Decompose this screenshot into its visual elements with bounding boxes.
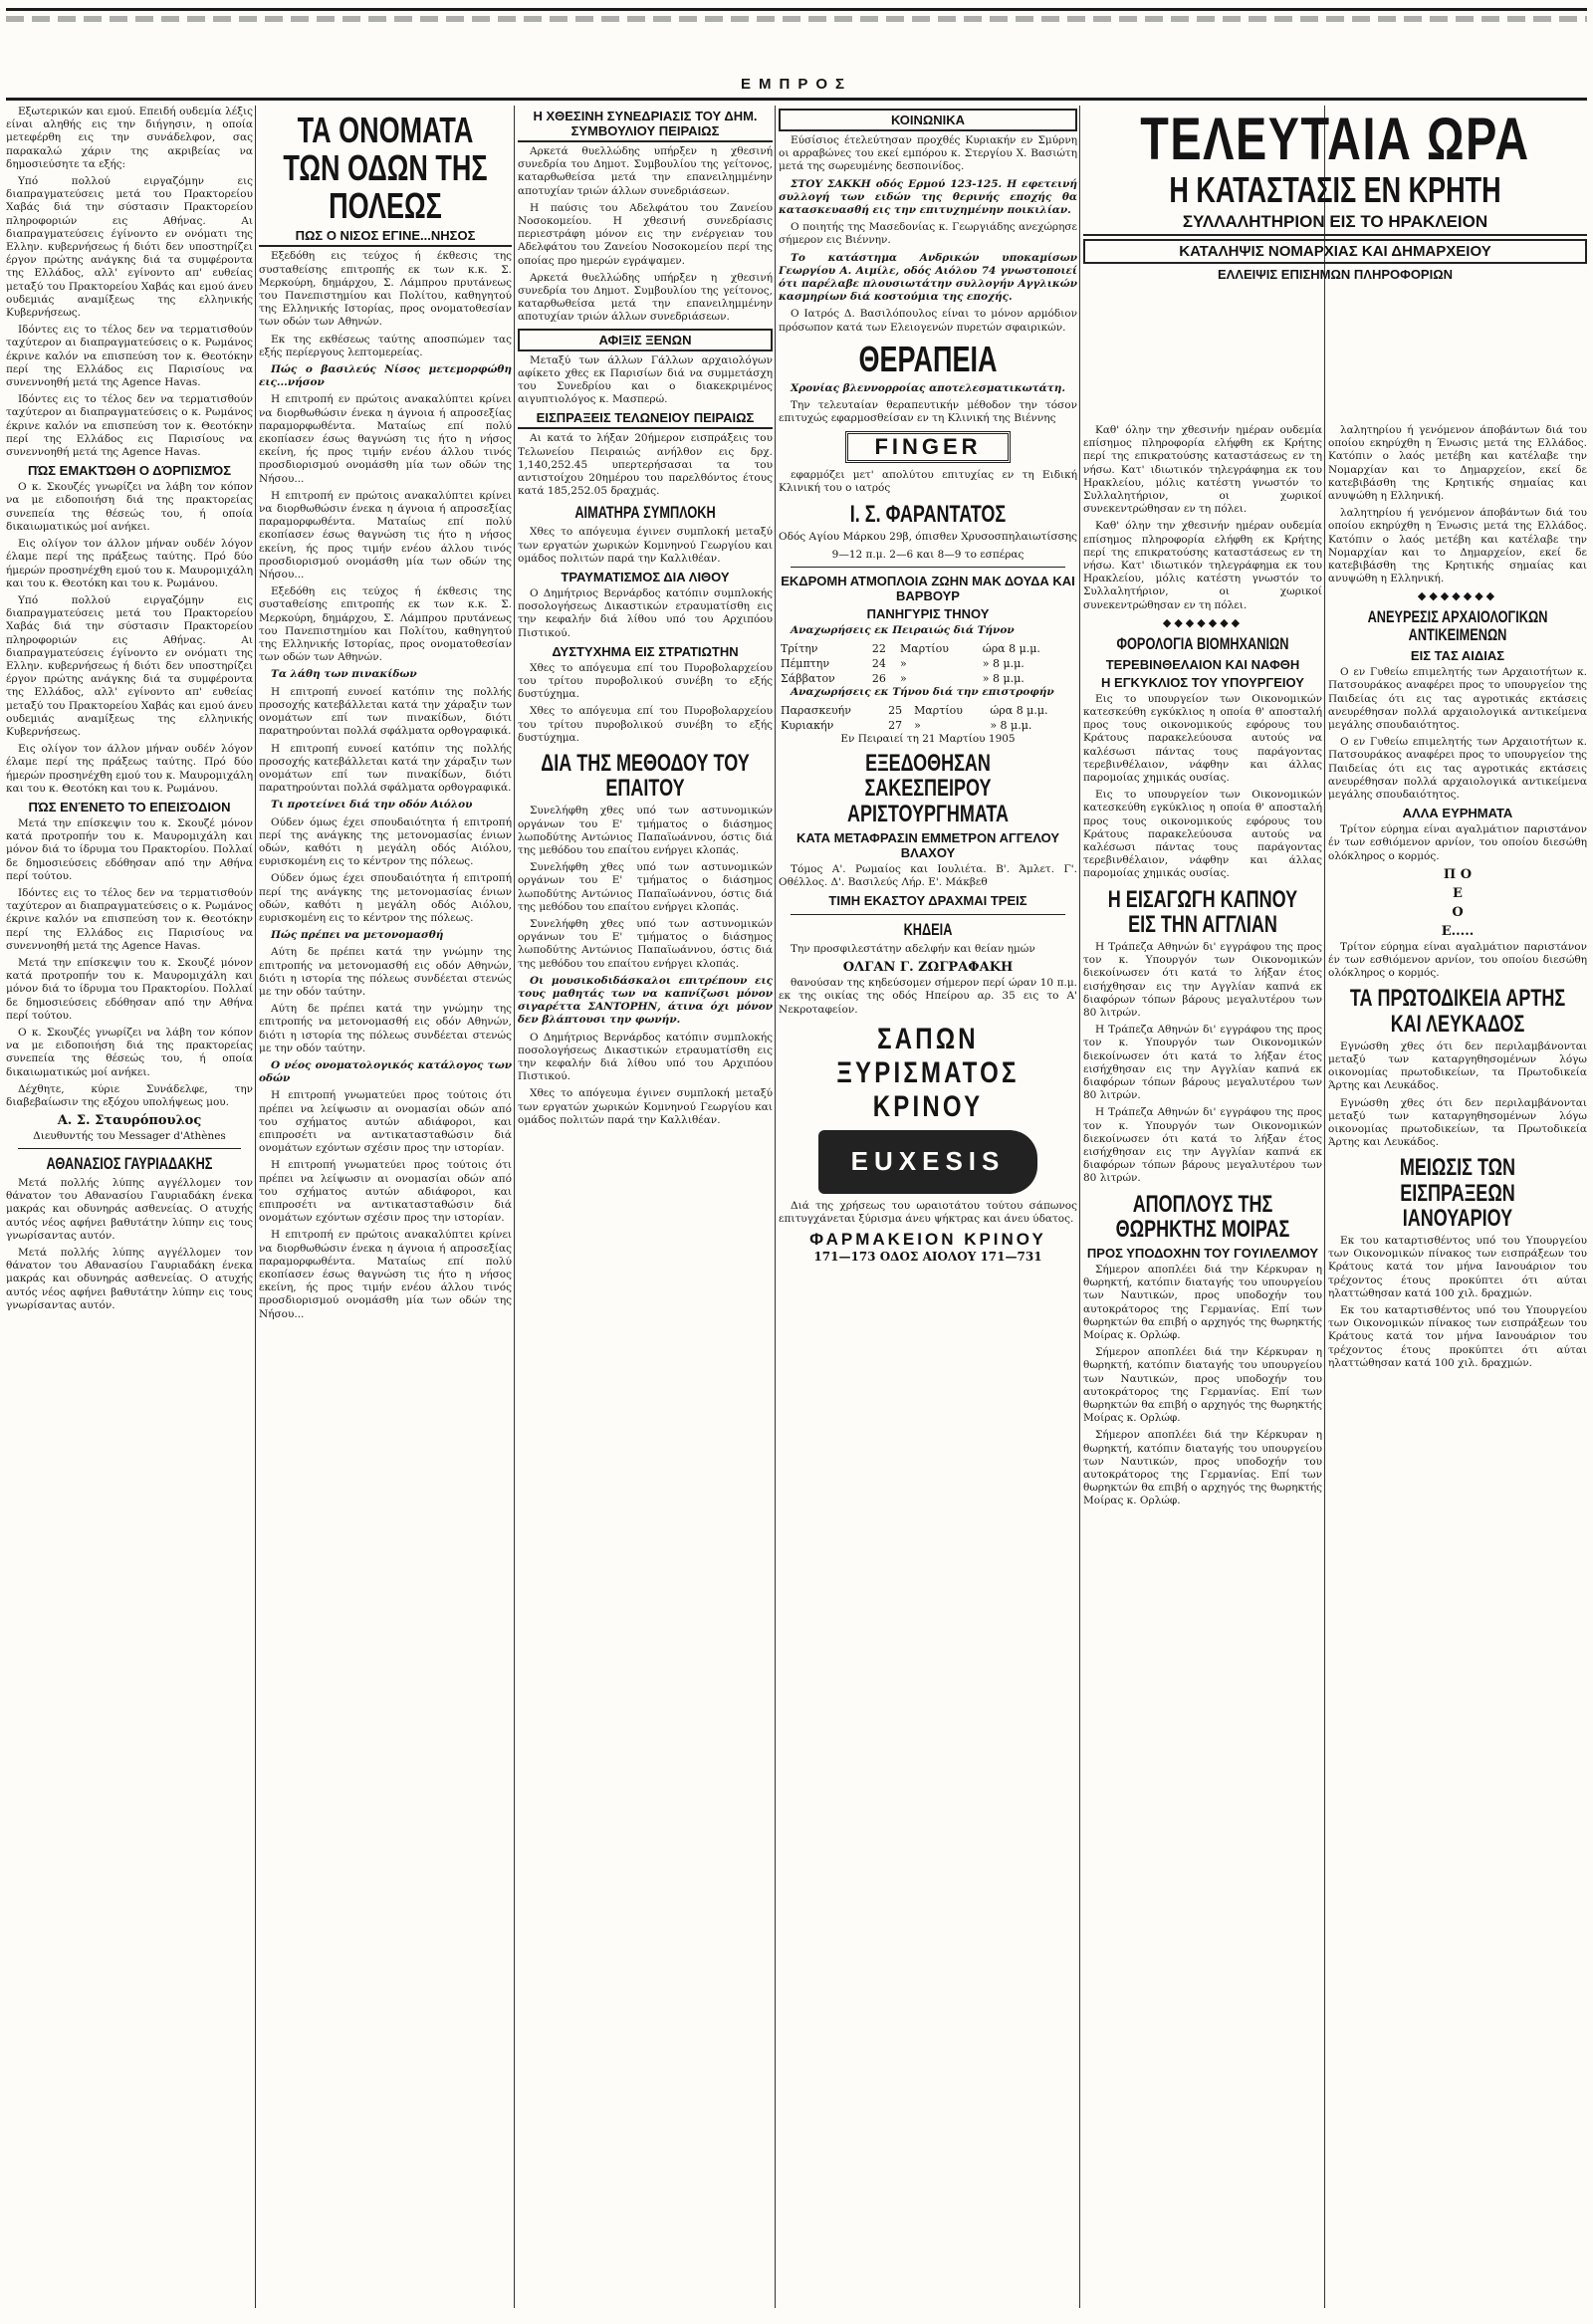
newspaper-page [6,6,1587,2316]
paragraph: Η επιτροπή εν πρώτοις ανακαλύπτει κρίνει να διορθωθώσιν ένεκα η άγνοια ή απροσεξίας παραμορφωθέντα. Ματαίως επί πολύ εκοπίασεν έσως θαγνώση τις ήτο η νήσος εκείνη, ής προς τιμήν ενέου άλλου τινός προσδιορισμού ονομάσθη μία των οδών της Νήσου... [259,1229,512,1320]
banner-headline: Η ΚΑΤΑΣΤΑΣΙΣ ΕΝ ΚΡΗΤΗ [1169,169,1501,210]
paragraph: Καθ' όλην την χθεσινήν ημέραν ουδεμία επίσημος πληροφορία ελήφθη εκ Κρήτης περί της επικρατούσης καταστάσεως εν τη νήσω. Κατ' ιδιωτικόν τηλεγράφημα εκ του Ηρακλείου, μόλις κατέστη γνωστόν το Συλλαλητήριον, οι χωρικοί συνεκεντρώθησαν εν τη πόλει. [1083,520,1322,611]
article-subtitle: ΕΙΣ ΤΑΣ ΑΙΔΙΑΣ [1410,648,1505,664]
sailing-table [779,703,1077,733]
paragraph: Χθες το απόγευμα επί του Πυροβολαρχείου του τρίτου πυροβολικού συνέβη το εξής δυστύχημα. [518,705,773,744]
paragraph: Ο εν Γυθείω επιμελητής των Αρχαιοτήτων κ. Πατσουράκος αναφέρει προς το υπουργείον της Παιδείας ότι εις τας αγροτικάς εκτάσεις ανευρέθησαν πολλά αρχαιολογικά αντικείμενα μεγάλης σπουδαιότητος. [1328,736,1587,801]
masthead-rule-bottom [6,98,1587,101]
banner-sub: ΚΑΤΑΛΗΨΙΣ ΝΟΜΑΡΧΙΑΣ ΚΑΙ ΔΗΜΑΡΧΕΙΟΥ [1083,239,1587,264]
paragraph: Εγνώσθη χθες ότι δεν περιλαμβάνονται μεταξύ των καταργηθησομένων λόγω οικονομίας πρωτοδικείων, τα Πρωτοδικεία Άρτης και Λευκάδος. [1328,1096,1587,1149]
ad-date: Εν Πειραιεί τη 21 Μαρτίου 1905 [840,733,1016,746]
table-row: Παρασκευήν 25 Μαρτίου ώρα 8 μ.μ. [781,704,1048,718]
rule [791,567,1065,568]
paragraph: Μετά την επίσκεψιν του κ. Σκουζέ μόνον κατά προτροπήν του κ. Μαυρομιχάλη και μόνον διά το ίδρυμα του Πρακτορίου. Πολλαί δε δημοσιεύσεις εδόθησαν από την Αθήνα περί τούτου. [6,816,253,882]
masthead-rule-top [6,8,1587,11]
paragraph: Χθες το απόγευμα έγινεν συμπλοκή μεταξύ των εργατών χωρικών Κομνηνού Γεωργίου και ομάδος πολιτών παρά την Καλλιθέαν. [518,526,773,565]
advertisement: Οι μουσικοδιδάσκαλοι επιτρέπουν εις τους μαθητάς των να καπνίζωσι μόνον σιγαρέττα ΣΑΝΤΟΡΗΝ, άτινα όχι μόνον δεν βλάπτουσι την φωνήν. [518,974,773,1027]
signature-title: Διευθυντής του Messager d'Athènes [33,1130,226,1143]
ad-title: ΕΚΔΡΟΜΗ ΑΤΜΟΠΛΟΙΑ ΖΩΗΝ ΜΑΚ ΔΟΥΔΑ ΚΑΙ ΒΑΡΒΟΥΡ [781,573,1075,603]
paragraph: Η επιτροπή ευνοεί κατόπιν της πολλής προσοχής κατεβάλλεται κατά την χάραξιν των ονομάτων επί των πινακίδων, διότι παρατηρούνται πολλά σφάλματα ορθογραφικά. [259,742,512,795]
paragraph: Ο ποιητής της Μασεδονίας κ. Γεωργιάδης ανεχώρησε σήμερον εις Βιέννην. [779,221,1077,247]
paragraph: Ούδεν όμως έχει σπουδαιότητα ή επιτροπή περί της ανάγκης της μετονομασίας ένιων οδών, καθότι η μεγάλη οδός Αιόλου, ευρισκομένη εις το κέντρον της πόλεως. [259,872,512,924]
subheading: Πώς πρέπει να μετονομασθή [271,929,444,942]
doctor-address: Οδός Αγίου Μάρκου 29β, όπισθεν Χρυσοσπηλαιωτίσσης [779,530,1077,543]
subheading: Τι προτείνει διά την οδόν Αιόλου [271,799,473,812]
subheading: Ο νέος ονοματολογικός κατάλογος των οδών [259,1058,512,1085]
funeral-title: ΚΗΔΕΙΑ [903,920,953,940]
paragraph: Εις ολίγον τον άλλον μήναν ουδέν λόγον έλαμε περί της πράξεως ταύτης. Πρό δύο ήμερών προσηνέχθη εμού του κ. Μαυρομιχάλη και του κ. Θεοτόκη και του κ. Ρωμάνου. [6,538,253,589]
ad-text: εφαρμόζει μετ' απολύτου επιτυχίας εν τη Ειδική Κλινική του ο ιατρός [779,469,1077,495]
paragraph: Υπό πολλού ειργαζόμην εις διαπραγματεύσεις μετά του Πρακτορείου Χαβάς διά την σύστασιν Πρακτορείου πληροφοριών εις Αθήνας. Αι διαπραγματεύσεις έγίνοντο εν ονόματι της Ελλην. κυβερνήσεως ή διότι δεν υποστηρίζει έργον πρώτης ανάγκης διά τα συμφέροντα της Ελλάδος, αλλ' εγίνοντο απ' ευθείας μεταξύ του Πρακτορείου Χαβάς και εμού άνευ ουδεμιάς αναμίξεως της ελληνικής Κυβερνήσεως. [6,593,253,738]
article-title: ΑΝΕΥΡΕΣΙΣ ΑΡΧΑΙΟΛΟΓΙΚΩΝ ΑΝΤΙΚΕΙΜΕΝΩΝ [1367,607,1548,645]
paragraph: Η επιτροπή εν πρώτοις ανακαλύπτει κρίνει να διορθωθώσιν ένεκα η άγνοια ή απροσεξίας παραμορφωθέντα. Ματαίως επί πολύ εκοπίασεν έσως θαγνώση τις ήτο η νήσος εκείνη, ής προς τιμήν ενέου άλλου τινός προσδιορισμού ονομάσθη μία των οδών της Νήσου... [259,393,512,485]
soap-tube-icon [818,1130,1037,1194]
ad-subtitle: ΠΑΝΗΓΥΡΙΣ ΤΗΝΟΥ [866,605,990,621]
column-divider [514,106,515,2308]
paragraph: Δέχθητε, κύριε Συνάδελφε, την διαβεβαίωσιν της εξόχου υπολήψεως μου. [6,1082,253,1109]
paragraph: Το κατάστημα Ανδρικών υποκαμίσων Γεωργίου Α. Αιμίλε, οδός Αιόλου 74 γνωστοποιεί ότι παρέλαβε πλουσιωτάτην συλλογήν Αγγλικών κασμηρίων διά κοστούμια της εποχής. [779,251,1077,304]
subheading: Τα λάθη των πινακίδων [271,668,417,681]
sailing-table [779,641,1077,686]
article-subtitle: Η ΕΓΚΥΚΛΙΟΣ ΤΟΥ ΥΠΟΥΡΓΕΙΟΥ [1101,674,1304,690]
ad-title: ΕΞΕΔΟΘΗΣΑΝ ΣΑΚΕΣΠΕΙΡΟΥ ΑΡΙΣΤΟΥΡΓΗΜΑΤΑ [847,750,1009,827]
section-heading: ΠΏΣ ΕΝΈΝΕΤΟ ΤΟ ΕΠΕΙΣΌΔΙΟΝ [28,799,231,814]
paragraph: Χθες το απόγευμα επί του Πυροβολαρχείου του τρίτου πυροβολικού συνέβη το εξής δυστύχημα. [518,661,773,701]
paragraph: Ο κ. Σκουζές γνωρίζει να λάβη τον κόπον να με ειδοποιήση διά της πρακτορείας συνεπεία της θέσεώς του, ή οποία δικαιωματικώς μοί ανήκει. [6,1027,253,1078]
soap-advertisement [779,1023,1077,1264]
paragraph: λαλητηρίου ή γενόμενον άποβάντων διά του οποίου εκηρύχθη η Ένωσις μετά της Ελλάδος. Κατόπιν ο λαός μετέβη και κατέλαβε την Νομαρχίαν και το Δημαρχείον, εκεί δε κατεβιβάσθη της Κρητικής σημαίας και ανυψώθη η Ελληνική. [1328,424,1587,503]
paragraph: Εις ολίγον τον άλλον μήναν ουδέν λόγον έλαμε περί της πράξεως ταύτης. Πρό δύο ήμερών προσηνέχθη εμού του κ. Μαυρομιχάλη και του κ. Θεοτόκη και του κ. Ρωμάνου. [6,743,253,795]
ornament-divider: ◆◆◆◆◆◆◆ [1417,589,1498,603]
page-fold [6,16,1587,22]
paragraph: Υπό πολλού ειργαζόμην εις διαπραγματεύσεις μετά του Πρακτορείου Χαβάς διά την σύστασιν Πρακτορείου πληροφοριών εις Αθήνας. Αι διαπραγματεύσεις έγίνοντο εν ονόματι της Ελλην. κυβερνήσεως ή διότι δεν υποστηρίζει έργον πρώτης ανάγκης διά τα συμφέροντα της Ελλάδος, αλλ' εγίνοντο απ' ευθείας μεταξύ του Πρακτορείου Χαβάς και εμού άνευ ουδεμιάς αναμίξεως της ελληνικής Κυβερνήσεως. [6,175,253,320]
paragraph: Ιδόντες εις το τέλος δεν να τερματισθούν ταχύτερον αι διαπραγματεύσεις ο κ. Ρωμάνος έκρινε καλόν να επισπεύση τον κ. Θεοτόκην περί της Ελλάδος εις Παρισίους να συνεννοηθή μετά της Agence Havas. [6,886,253,952]
ad-text: Τόμος Α'. Ρωμαίος και Ιουλιέτα. Β'. Άμλετ. Γ'. Οθέλλος. Δ'. Βασιλεύς Λήρ. Ε'. Μάκβεθ [779,862,1077,889]
ad-title: ΘΕΡΑΠΕΙΑ [858,338,998,379]
column-divider [255,106,256,2308]
paragraph: Ιδόντες εις το τέλος δεν να τερματισθούν ταχύτερον αι διαπραγματεύσεις ο κ. Ρωμάνος έκρινε καλόν να επισπεύση τον κ. Θεοτόκην περί της Ελλάδος εις Παρισίους να συνεννοηθή μετά της Agence Havas. [6,393,253,459]
paragraph: Η Τράπεζα Αθηνών δι' εγγράφου της προς τον κ. Υπουργόν των Οικονομικών διεκοίνωσεν ότι κατά το λήξαν έτος εισήχθησαν εις την Αγγλίαν καπνά εκ διαφόρων τόπων βάρους μεγαλυτέρου των 80 λιτρών. [1083,1024,1322,1102]
rule [791,914,1065,915]
ornament-divider: ◆◆◆◆◆◆◆ [1162,615,1244,629]
paragraph: Σήμερον αποπλέει διά την Κέρκυραν η θωρηκτή, κατόπιν διαταγής του υπουργείου των Ναυτικών, προς υποδοχήν του αυτοκράτορος της Γερμανίας. Επί των θωρηκτών θα επιβή ο αρχηγός της θωρηκτής Μοίρας κ. Ορλώφ. [1083,1346,1322,1425]
paragraph: Χθες το απόγευμα έγινεν συμπλοκή μεταξύ των εργατών χωρικών Κομνηνού Γεωργίου και ομάδος πολιτών παρά την Καλλιθέαν. [518,1087,773,1126]
article-subtitle: ΠΡΟΣ ΥΠΟΔΟΧΗΝ ΤΟΥ ΓΟΥΙΛΕΛΜΟΥ [1086,1245,1319,1261]
ad-text: Χρονίας βλεννορροίας αποτελεσματικωτάτη. [791,381,1066,394]
paragraph: Μετά πολλής λύπης αγγέλλομεν τον θάνατον του Αθανασίου Γαυριαδάκη ένεκα μακράς και οδυνηράς ασθενείας. Ο ατυχής αυτός νέος αφήνει βαθυτάτην λύπην εις τους γνωρίσαντας αυτόν. [6,1247,253,1311]
pharmacy-address: 171—173 ΟΔΟΣ ΑΙΟΛΟΥ 171—731 [813,1250,1042,1265]
table-row: Κυριακήν 27 » » 8 μ.μ. [781,719,1032,733]
paragraph: Εις το υπουργείον των Οικονομικών κατεσκεύθη εγκύκλιος η οποία θ' αποσταλή προς τους οικονομικούς εφόρους του Κράτους παρακελεύουσα αυτούς να καλέσωσι πάντας τους παράγοντας τερεβινθέλαιον, νάφθην και άλλας παρομοίας χημικάς ουσίας. [1083,789,1322,880]
paragraph: Αύτη δε πρέπει κατά την γνώμην της επιτροπής να μετονομασθή εις οδόν Αθηνών, διότι η ιστορία της πόλεως συνδέεται στενώς με την οδόν ταύτην. [259,946,512,998]
paragraph: Μετά πολλής λύπης αγγέλλομεν τον θάνατον του Αθανασίου Γαυριαδάκη ένεκα μακράς και οδυνηράς ασθενείας. Ο ατυχής αυτός νέος αφήνει βαθυτάτην λύπην εις τους γνωρίσαντας αυτόν. [6,1177,253,1242]
paragraph: Εύσίσιος έτελεύτησαν προχθές Κυριακήν εν Σμύρνη οι αρραβώνες του εκεί εμπόρου κ. Στεργίου Χ. Βασιώτη μετά της σωρευμένης δεσποινίδος. [779,134,1077,173]
paragraph: Σήμερον αποπλέει διά την Κέρκυραν η θωρηκτή, κατόπιν διαταγής του υπουργείου των Ναυτικών, προς υποδοχήν του αυτοκράτορος της Γερμανίας. Επί των θωρηκτών θα επιβή ο αρχηγός της θωρηκτής Μοίρας κ. Ορλώφ. [1083,1429,1322,1508]
banner-title: ΤΕΛΕΥΤΑΙΑ ΩΡΑ [1140,106,1530,172]
column-3 [518,106,773,2308]
article-title: ΤΑ ΠΡΩΤΟΔΙΚΕΙΑ ΑΡΤΗΣ ΚΑΙ ΛΕΥΚΑΔΟΣ [1349,985,1566,1038]
ad-subtitle: ΚΑΤΑ ΜΕΤΑΦΡΑΣΙΝ ΕΜΜΕΤΡΟΝ ΑΓΓΕΛΟΥ ΒΛΑΧΟΥ [796,829,1060,860]
paragraph: Εγνώσθη χθες ότι δεν περιλαμβάνονται μεταξύ των καταργηθησομένων λόγω οικονομίας πρωτοδικείων, τα Πρωτοδικεία Άρτης και Λευκάδος. [1328,1040,1587,1092]
paragraph: ΣΤΟΥ ΣΑΚΚΗ οδός Ερμού 123-125. Η εφετεινή συλλογή των ειδών της θερινής εποχής θα κατασκευασθή εις την επιτυχημένην ποικιλίαν. [779,177,1077,217]
paragraph: Εκ της εκθέσεως ταύτης αποσπώμεν τας εξής περίεργους λεπτομερείας. [259,333,512,358]
ad-title: ΣΑΠΩΝ ΞΥΡΙΣΜΑΤΟΣ ΚΡΙΝΟΥ [836,1022,1020,1123]
paragraph: Αύτη δε πρέπει κατά την γνώμην της επιτροπής να μετονομασθή εις οδόν Αθηνών, διότι η ιστορία της πόλεως συνδέεται στενώς με την οδόν ταύτην. [259,1003,512,1054]
paragraph: Εκ του καταρτισθέντος υπό του Υπουργείου των Οικονομικών πίνακος των εισπράξεων του Κράτους κατά τον μήνα Ιανουάριον του τρέχοντος έτους προκύπτει ότι αύται ηλαττώθησαν κατά 100 χιλ. δραχμών. [1328,1303,1587,1369]
column-6 [1328,424,1587,2308]
funeral-name: ΟΛΓΑΝ Γ. ΖΩΓΡΑΦΑΚΗ [842,960,1014,976]
inscription-line: Π Ο [1443,866,1473,882]
funeral-text: θανούσαν της κηδεύσομεν σήμερον περί ώραν 10 π.μ. εκ της οικίας της οδός Ηπείρου αρ. 35 εις το Α' Νεκροταφείον. [779,977,1077,1016]
paragraph: Συνελήφθη χθες υπό των αστυνομικών οργάνων του Ε' τμήματος ο διάσημος λωποδύτης Αντώνιος Παπαϊωάννου, όστις διά της μεθόδου του επαίτου ενήργει κλοπάς. [518,805,773,856]
paragraph: Ο κ. Σκουζές γνωρίζει να λάβη τον κόπον να με ειδοποιήση διά της πρακτορείας συνεπεία της θέσεώς του, ή οποία δικαιωματικώς μοί ανήκει. [6,481,253,533]
funeral-text: Την προσφιλεστάτην αδελφήν και θείαν ημών [791,943,1035,956]
ad-finger: FINGER [845,431,1011,463]
paragraph: Η Τράπεζα Αθηνών δι' εγγράφου της προς τον κ. Υπουργόν των Οικονομικών διεκοίνωσεν ότι κατά το λήξαν έτος εισήχθησαν εις την Αγγλίαν καπνά εκ διαφόρων τόπων βάρους μεγαλυτέρου των 80 λιτρών. [1083,940,1322,1019]
paragraph: Ο Ιατρός Δ. Βασιλόπουλος είναι το μόνον αρμόδιον πρόσωπον κατά των Ελειογενών πυρετών σφαιρικών. [779,308,1077,334]
paragraph: Εκ του καταρτισθέντος υπό του Υπουργείου των Οικονομικών πίνακος των εισπράξεων του Κράτους κατά τον μήνα Ιανουάριον του τρέχοντος έτους προκύπτει ότι αύται ηλαττώθησαν κατά 100 χιλ. δραχμών. [1328,1234,1587,1299]
article-subtitle: ΠΩΣ Ο ΝΙΣΟΣ ΕΓΙΝΕ...ΝΗΣΟΣ [259,228,512,247]
paragraph: Η επιτροπή ευνοεί κατόπιν της πολλής προσοχής κατεβάλλεται κατά την χάραξιν των ονομάτων επί των πινακίδων, διότι παρατηρούνται πολλά σφάλματα ορθογραφικά. [259,685,512,738]
soap-brand: EUXESIS [850,1146,1006,1177]
article-title: ΔΥΣΤΥΧΗΜΑ ΕΙΣ ΣΤΡΑΤΙΩΤΗΝ [552,643,739,659]
doctor-hours: 9—12 π.μ. 2—6 και 8—9 το εσπέρας [831,548,1024,561]
last-hour-banner [1083,106,1587,285]
paragraph: Η επιτροπή γνωματεύει προς τούτοις ότι πρέπει να λείψωσιν αι ονομασίαι οδών από του σχήματος αυτών αδιάφοροι, και επιπροσέτι να αντικατασταθώσιν διά ονομάτων εχόντων σχέσιν προς την ιστορίαν. [259,1159,512,1225]
paragraph: Συνελήφθη χθες υπό των αστυνομικών οργάνων του Ε' τμήματος ο διάσημος λωποδύτης Αντώνιος Παπαϊωάννου, όστις διά της μεθόδου του επαίτου ενήργει κλοπάς. [518,861,773,913]
inscription-line: Ε [1453,885,1463,901]
column-divider [1324,106,1325,2308]
masthead [6,6,1587,104]
paragraph: Μεταξύ των άλλων Γάλλων αρχαιολόγων αφίκετο χθες εκ Παρισίων διά να συμμετάσχη του Συνεδρίου και ο διακεκριμένος αιγυπτιολόγος κ. Μασπερώ. [518,353,773,406]
column-1 [6,106,253,2308]
paragraph: Σήμερον αποπλέει διά την Κέρκυραν η θωρηκτή, κατόπιν διαταγής του υπουργείου των Ναυτικών, προς υποδοχήν του αυτοκράτορος της Γερμανίας. Επί των θωρηκτών θα επιβή ο αρχηγός της θωρηκτής Μοίρας κ. Ορλώφ. [1083,1263,1322,1341]
paragraph: Καθ' όλην την χθεσινήν ημέραν ουδεμία επίσημος πληροφορία ελήφθη εκ Κρήτης περί της επικρατούσης καταστάσεως εν τη νήσω. Κατ' ιδιωτικόν τηλεγράφημα εκ του Ηρακλείου, μόλις κατέστη γνωστόν το Συλλαλητήριον, οι χωρικοί συνεκεντρώθησαν εν τη πόλει. [1083,424,1322,516]
column-4 [779,106,1077,2308]
newspaper-title: ΕΜΠΡΟΣ [740,76,852,93]
subheading: ΑΛΛΑ ΕΥΡΗΜΑΤΑ [1402,806,1513,821]
paragraph: Συνελήφθη χθες υπό των αστυνομικών οργάνων του Ε' τμήματος ο διάσημος λωποδύτης Αντώνιος Παπαϊωάννου, όστις διά της μεθόδου του επαίτου ενήργει κλοπάς. [518,917,773,970]
article-title: ΦΟΡΟΛΟΓΙΑ ΒΙΟΜΗΧΑΝΙΩΝ [1116,633,1289,653]
section-heading: ΠΏΣ ΕΜΑΚΤΏΘΗ Ο ΔΌΡΠΙΣΜΌΣ [27,463,232,479]
paragraph: Αρκετά θυελλώδης υπήρξεν η χθεσινή συνεδρία του Δημοτ. Συμβουλίου της γείτονος, καταρθωθείσα μετά την επανειλημμένην αποτυχίαν τριών άλλων συνεδριάσεων. [518,145,773,197]
ad-text: Αναχωρήσεις εκ Πειραιώς διά Τήνον [791,623,1015,636]
column-divider [775,106,776,2308]
pharmacy-name: ΦΑΡΜΑΚΕΙΟΝ ΚΡΙΝΟΥ [809,1230,1046,1250]
paragraph: Ο Δημήτριος Βερνάρδος κατόπιν συμπλοκής ποσολογήσεως Δικαστικών ετραυματίσθη εις την κεφαλήν διά λίθου υπό του Αρχιπόου Πιστικού. [518,586,773,639]
article-title: ΑΠΟΠΛΟΥΣ ΤΗΣ ΘΩΡΗΚΤΗΣ ΜΟΙΡΑΣ [1115,1190,1290,1243]
column-divider [1079,106,1080,2308]
ad-text: Αναχωρήσεις εκ Τήνου διά την επιστροφήν [791,686,1054,699]
rule [18,1148,241,1149]
paragraph: Ούδεν όμως έχει σπουδαιότητα ή επιτροπή περί της ανάγκης της μετονομασίας ένιων οδών, καθότι η μεγάλη οδός Αιόλου, ευρισκομένη εις το κέντρον της πόλεως. [259,815,512,868]
article-subtitle: ΤΕΡΕΒΙΝΘΕΛΑΙΟΝ ΚΑΙ ΝΑΦΘΗ [1105,656,1300,672]
obituary-title: ΑΘΑΝΑΣΙΟΣ ΓΑΥΡΙΑΔΑΚΗΣ [46,1154,213,1174]
paragraph: Η επιτροπή γνωματεύει προς τούτοις ότι πρέπει να λείψωσιν αι ονομασίαι οδών από του σχήματος αυτών αδιάφοροι, και επιπροσέτι να αντικατασταθώσιν διά ονομάτων εχόντων σχέσιν προς την ιστορίαν. [259,1089,512,1155]
article-title: ΕΙΣΠΡΑΞΕΙΣ ΤΕΛΩΝΕΙΟΥ ΠΕΙΡΑΙΩΣ [518,410,773,429]
article-title: ΑΦΙΞΙΣ ΞΕΝΩΝ [518,329,773,351]
paragraph: Ιδόντες εις το τέλος δεν να τερματισθούν ταχύτερον αι διαπραγματεύσεις ο κ. Ρωμάνος έκρινε καλόν να επισπεύση τον κ. Θεοτόκην περί της Ελλάδος εις Παρισίους να συνεννοηθή μετά της Agence Havas. [6,324,253,389]
paragraph: Ο Δημήτριος Βερνάρδος κατόπιν συμπλοκής ποσολογήσεως Δικαστικών ετραυματίσθη εις την κεφαλήν διά λίθου υπό του Αρχιπόου Πιστικού. [518,1031,773,1083]
paragraph: Η Τράπεζα Αθηνών δι' εγγράφου της προς τον κ. Υπουργόν των Οικονομικών διεκοίνωσεν ότι κατά το λήξαν έτος εισήχθησαν εις την Αγγλίαν καπνά εκ διαφόρων τόπων βάρους μεγαλυτέρου των 80 λιτρών. [1083,1106,1322,1185]
article-title: ΑΙΜΑΤΗΡΑ ΣΥΜΠΛΟΚΗ [574,503,716,523]
ad-text: Την τελευταίαν θεραπευτικήν μέθοδον την τόσον επιτυχώς εφαρμοσθείσαν εν τη Κλινική της Βιέννης [779,398,1077,425]
paragraph: Η επιτροπή εν πρώτοις ανακαλύπτει κρίνει να διορθωθώσιν ένεκα η άγνοια ή απροσεξίας παραμορφωθέντα. Ματαίως επί πολύ εκοπίασεν έσως θαγνώση τις ήτο η νήσος εκείνη, ής προς τιμήν ενέου άλλου τινός προσδιορισμού ονομάσθη μία των οδών της Νήσου... [259,489,512,581]
paragraph: λαλητηρίου ή γενόμενον άποβάντων διά του οποίου εκηρύχθη η Ένωσις μετά της Ελλάδος. Κατόπιν ο λαός μετέβη και κατέλαβε την Νομαρχίαν και το Δημαρχείον, εκεί δε κατεβιβάσθη της Κρητικής σημαίας και ανυψώθη η Ελληνική. [1328,507,1587,585]
banner-sub: ΣΥΛΛΑΛΗΤΗΡΙΟΝ ΕΙΣ ΤΟ ΗΡΑΚΛΕΙΟΝ [1083,212,1587,236]
ad-text: Διά της χρήσεως του ωραιοτάτου τούτου σάπωνος επιτυγχάνεται ξύρισμα άνευ ψήκτρας και άνευ ύδατος. [779,1199,1077,1226]
article-title: Η ΕΙΣΑΓΩΓΗ ΚΑΠΝΟΥ ΕΙΣ ΤΗΝ ΑΓΓΛΙΑΝ [1107,885,1298,938]
article-title: ΜΕΙΩΣΙΣ ΤΩΝ ΕΙΣΠΡΑΞΕΩΝ ΙΑΝΟΥΑΡΙΟΥ [1399,1154,1516,1232]
section-heading: ΚΟΙΝΩΝΙΚΑ [779,109,1077,131]
paragraph: Τρίτον εύρημα είναι αγαλμάτιον παριστάνον έν των εσθιόμενον αρνίον, του οποίου διεσώθη ολόκληρος ο κορμός. [1328,823,1587,862]
paragraph: Εξεδόθη εις τεύχος ή έκθεσις της συσταθείσης επιτροπής εκ των κ.κ. Σ. Μερκούρη, δημάρχου, Σ. Λάμπρου πρυτάνεως του Πανεπιστημίου και Πολίτου, καθηγητού της Ελληνικής Ιστορίας, προς ονοματοθεσίαν των οδών των Αθηνών. [259,585,512,664]
banner-sub: ΕΛΛΕΙΨΙΣ ΕΠΙΣΗΜΩΝ ΠΛΗΡΟΦΟΡΙΩΝ [1217,266,1454,282]
inscription-line: Ε..... [1441,923,1475,939]
paragraph: Μετά την επίσκεψιν του κ. Σκουζέ μόνον κατά προτροπήν του κ. Μαυρομιχάλη και μόνον διά το ίδρυμα του Πρακτορίου. Πολλαί δε δημοσιεύσεις εδόθησαν από την Αθήνα περί τούτου. [6,956,253,1022]
article-title: Η ΧΘΕΣΙΝΗ ΣΥΝΕΔΡΙΑΣΙΣ ΤΟΥ ΔΗΜ. ΣΥΜΒΟΥΛΙΟΥ ΠΕΙΡΑΙΩΣ [518,109,773,142]
ad-price: ΤΙΜΗ ΕΚΑΣΤΟΥ ΔΡΑΧΜΑΙ ΤΡΕΙΣ [828,893,1027,909]
table-row: Πέμπτην 24 » » 8 μ.μ. [781,657,1024,671]
signature: Α. Σ. Σταυρόπουλος [57,1113,202,1129]
doctor-name: Ι. Σ. ΦΑΡΑΝΤΑΤΟΣ [849,500,1007,528]
table-row: Σάββατον 26 » » 8 μ.μ. [781,672,1024,686]
paragraph: Αι κατά το λήξαν 20ήμερον εισπράξεις του Τελωνείου Πειραιώς ανήλθον εις δρχ. 1,140,252.45 υπερτερήσασαι τα του αντιστοίχου 20ημέρου του παρελθόντος έτους κατά 185,252.05 δραχμάς. [518,432,773,498]
column-2 [259,106,512,2308]
paragraph: Η παύσις του Αδελφάτου του Ζανείου Νοσοκομείου. Η χθεσινή συνεδρίασις περιεστράφη μόνον εις την ενέργειαν του Αδελφάτου του Ζανείου Νοσοκομείου περί της οποίας προ ημερών εγράψαμεν. [518,201,773,267]
article-title: ΤΑ ΟΝΟΜΑΤΑ ΤΩΝ ΟΔΩΝ ΤΗΣ ΠΟΛΕΩΣ [283,110,488,226]
subheading: Πώς ο βασιλεύς Νίσος μετεμορφώθη εις...νήσον [259,363,512,389]
paragraph: Εις το υπουργείον των Οικονομικών κατεσκεύθη εγκύκλιος η οποία θ' αποσταλή προς τους οικονομικούς εφόρους του Κράτους παρακελεύουσα αυτούς να καλέσωσι πάντας τους παράγοντας τερεβινθέλαιον, νάφθην και άλλας παρομοίας χημικάς ουσίας. [1083,692,1322,784]
paragraph: Εξεδόθη εις τεύχος ή έκθεσις της συσταθείσης επιτροπής εκ των κ.κ. Σ. Μερκούρη, δημάρχου, Σ. Λάμπρου πρυτάνεως του Πανεπιστημίου και Πολίτου, καθηγητού της Ελληνικής Ιστορίας, προς ονοματοθεσίαν των οδών των Αθηνών. [259,250,512,329]
paragraph: Τρίτον εύρημα είναι αγαλμάτιον παριστάνον έν των εσθιόμενον αρνίον, του οποίου διεσώθη ολόκληρος ο κορμός. [1328,940,1587,980]
column-5 [1083,424,1322,2308]
article-title: ΤΡΑΥΜΑΤΙΣΜΟΣ ΔΙΑ ΛΙΘΟΥ [561,569,730,584]
paragraph: Εξωτερικών και εμού. Επειδή ουδεμία λέξις είναι αληθής εις την διήγησιν, η οποία μετεφέρθη εις την συνάδελφον, σας παρακαλώ χάριν της ακριβείας να δημοσιεύσητε τα εξής: [6,106,253,170]
article-title: ΔΙΑ ΤΗΣ ΜΕΘΟΔΟΥ ΤΟΥ ΕΠΑΙΤΟΥ [541,749,750,803]
table-row: Τρίτην 22 Μαρτίου ώρα 8 μ.μ. [781,642,1040,656]
inscription-line: Ο [1452,904,1464,920]
paragraph: Αρκετά θυελλώδης υπήρξεν η χθεσινή συνεδρία του Δημοτ. Συμβουλίου της γείτονος, καταρθωθείσα μετά την επανειλημμένην αποτυχίαν τριών άλλων συνεδριάσεων. [518,271,773,324]
paragraph: Ο εν Γυθείω επιμελητής των Αρχαιοτήτων κ. Πατσουράκος αναφέρει προς το υπουργείον της Παιδείας ότι εις τας αγροτικάς εκτάσεις ανευρέθησαν πολλά αρχαιολογικά αντικείμενα μεγάλης σπουδαιότητος. [1328,666,1587,731]
